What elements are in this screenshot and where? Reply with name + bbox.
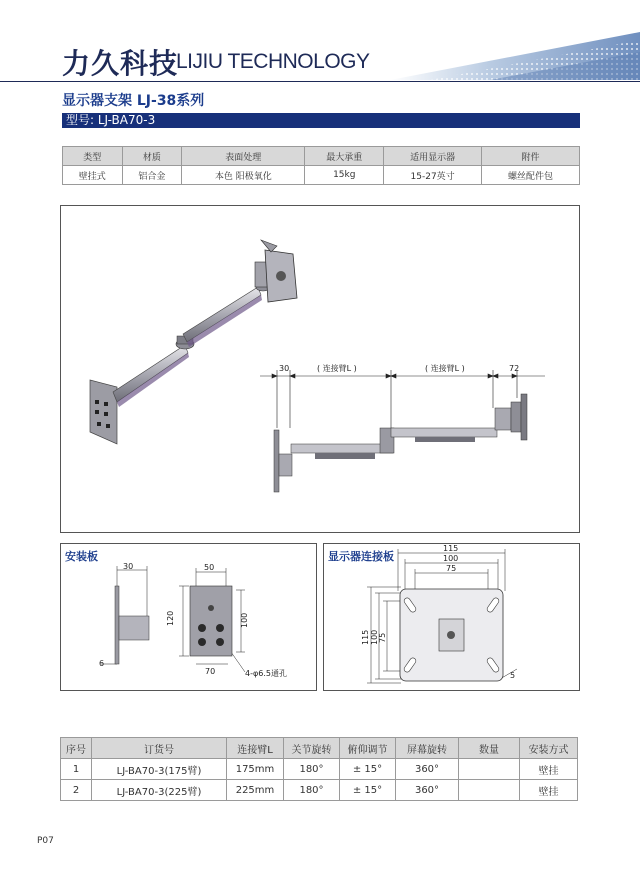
order-header-cell: 安装方式	[520, 738, 578, 759]
header-divider	[0, 81, 640, 82]
order-header-cell: 俯仰调节	[340, 738, 396, 759]
order-cell: ± 15°	[340, 780, 396, 801]
brand-name-cn: 力久科技	[62, 47, 179, 80]
order-cell: 壁挂	[520, 759, 578, 780]
order-header-cell: 屏幕旋转	[396, 738, 459, 759]
dim-5-label: 5	[510, 671, 516, 680]
dim-120-label: 120	[166, 610, 175, 626]
order-cell: 360°	[396, 780, 459, 801]
order-header-cell: 关节旋转	[284, 738, 340, 759]
order-cell: 175mm	[227, 759, 284, 780]
spec-header-cell: 表面处理	[182, 147, 305, 166]
order-header-cell: 订货号	[92, 738, 227, 759]
spec-header-cell: 适用显示器	[384, 147, 482, 166]
dim-100-v-label: 100	[370, 629, 379, 645]
arm-label-1: ( 连接臂L )	[317, 364, 357, 373]
order-table	[60, 737, 578, 801]
table-row	[61, 780, 578, 801]
spec-header-cell: 类型	[63, 147, 123, 166]
dim-115-h-label: 115	[443, 544, 459, 553]
dim-115-v-label: 115	[361, 629, 370, 645]
brand-name-en: LIJIU TECHNOLOGY	[176, 50, 370, 73]
monitor-plate-title: 显示器连接板	[328, 550, 394, 563]
spec-header-cell: 材质	[122, 147, 182, 166]
order-header-row	[61, 738, 578, 759]
dim-50-label: 50	[204, 563, 215, 572]
order-cell: 225mm	[227, 780, 284, 801]
spec-value-cell: 15-27英寸	[384, 166, 482, 185]
order-cell: 360°	[396, 759, 459, 780]
header-decoration	[370, 22, 640, 82]
order-cell: 2	[61, 780, 92, 801]
order-cell: 壁挂	[520, 780, 578, 801]
arm-label-2: ( 连接臂L )	[425, 364, 465, 373]
spec-table	[62, 146, 580, 185]
page-number: P07	[37, 836, 54, 846]
install-plate-drawing	[95, 560, 310, 685]
order-cell: LJ-BA70-3(175臂)	[92, 759, 227, 780]
dim-70-label: 70	[205, 667, 216, 676]
spec-value-cell: 15kg	[305, 166, 384, 185]
hole-note: 4-φ6.5通孔	[245, 669, 287, 678]
dim-75-v-label: 75	[378, 632, 387, 643]
order-header-cell: 序号	[61, 738, 92, 759]
order-cell: 180°	[284, 759, 340, 780]
series-title: 显示器支架 LJ-38系列	[62, 93, 205, 109]
order-header-cell: 连接臂L	[227, 738, 284, 759]
table-row	[61, 759, 578, 780]
order-cell: 1	[61, 759, 92, 780]
order-cell: 180°	[284, 780, 340, 801]
order-header-cell: 数量	[459, 738, 520, 759]
monitor-plate-drawing	[355, 541, 570, 689]
dim-100-h-label: 100	[443, 554, 459, 563]
order-cell	[459, 759, 520, 780]
dim-100-label: 100	[240, 612, 249, 628]
spec-value-cell: 本色 阳极氧化	[182, 166, 305, 185]
spec-value-cell: 壁挂式	[63, 166, 123, 185]
spec-value-cell: 螺丝配件包	[482, 166, 580, 185]
spec-header-cell: 附件	[482, 147, 580, 166]
spec-value-cell: 铝合金	[122, 166, 182, 185]
order-cell: ± 15°	[340, 759, 396, 780]
dim-72-label: 72	[509, 364, 520, 373]
install-plate-title: 安装板	[65, 550, 98, 563]
side-elevation-drawing	[255, 358, 550, 498]
spec-header-cell: 最大承重	[305, 147, 384, 166]
order-cell: LJ-BA70-3(225臂)	[92, 780, 227, 801]
dim-30-label: 30	[279, 364, 290, 373]
model-label: 型号: LJ-BA70-3	[66, 113, 156, 127]
order-cell	[459, 780, 520, 801]
dim-6-label: 6	[99, 659, 105, 668]
dim-75-h-label: 75	[446, 564, 457, 573]
spec-header-row	[63, 147, 580, 166]
spec-value-row	[63, 166, 580, 185]
dim-30-label: 30	[123, 562, 134, 571]
